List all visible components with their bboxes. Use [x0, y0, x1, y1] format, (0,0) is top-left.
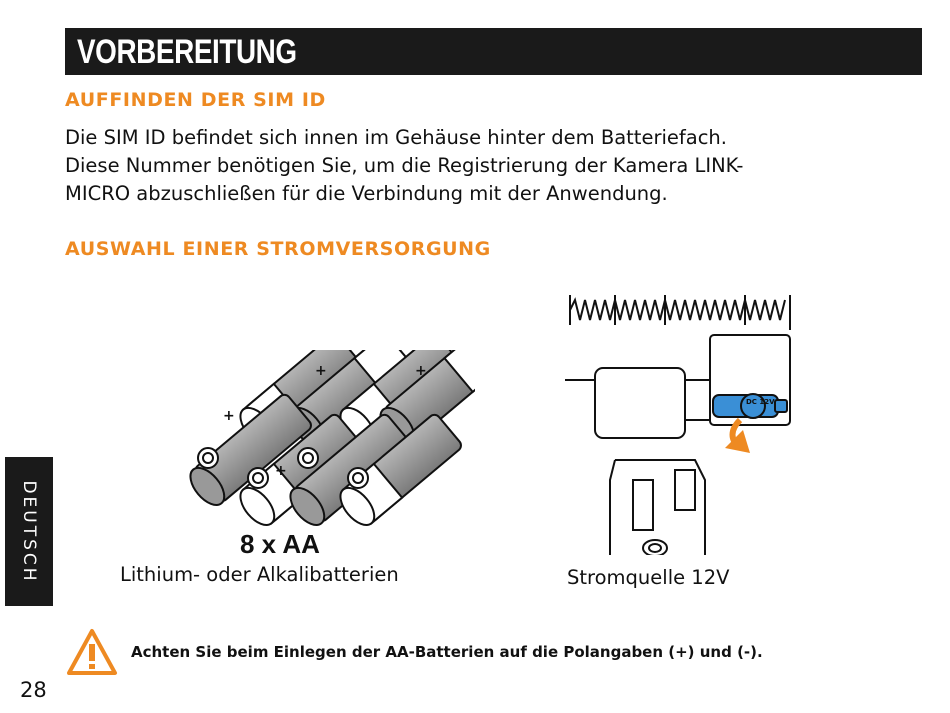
title-bar [65, 28, 922, 75]
svg-text:+: + [415, 363, 427, 379]
power-source-caption: Stromquelle 12V [567, 566, 730, 589]
section-heading-sim-id: AUFFINDEN DER SIM ID [65, 89, 326, 111]
battery-count-label: 8 x AA [240, 529, 320, 559]
warning-triangle-icon [66, 628, 118, 676]
language-tab-label: DEUTSCH [19, 479, 39, 584]
power-source-illustration [565, 290, 795, 555]
page-number: 28 [20, 678, 47, 702]
svg-text:+: + [315, 363, 327, 379]
svg-text:+: + [223, 408, 235, 424]
paragraph-line: Die SIM ID befindet sich innen im Gehäuse hinter dem Batteriefach. [65, 126, 727, 149]
connector-label: DC 12V [746, 398, 775, 406]
section-heading-power-supply: AUSWAHL EINER STROMVERSORGUNG [65, 238, 491, 260]
svg-text:+: + [275, 463, 287, 479]
warning-text: Achten Sie beim Einlegen der AA-Batterien auf die Polangaben (+) und (-). [131, 643, 763, 661]
sim-id-paragraph [65, 124, 925, 208]
page-title: VORBEREITUNG [77, 33, 297, 71]
paragraph-line: MICRO abzuschließen für die Verbindung mit der Anwendung. [65, 182, 668, 205]
language-tab [5, 457, 53, 606]
aa-batteries-illustration [175, 350, 475, 550]
batteries-caption: Lithium- oder Alkalibatterien [120, 563, 399, 586]
paragraph-line: Diese Nummer benötigen Sie, um die Registrierung der Kamera LINK- [65, 154, 744, 177]
